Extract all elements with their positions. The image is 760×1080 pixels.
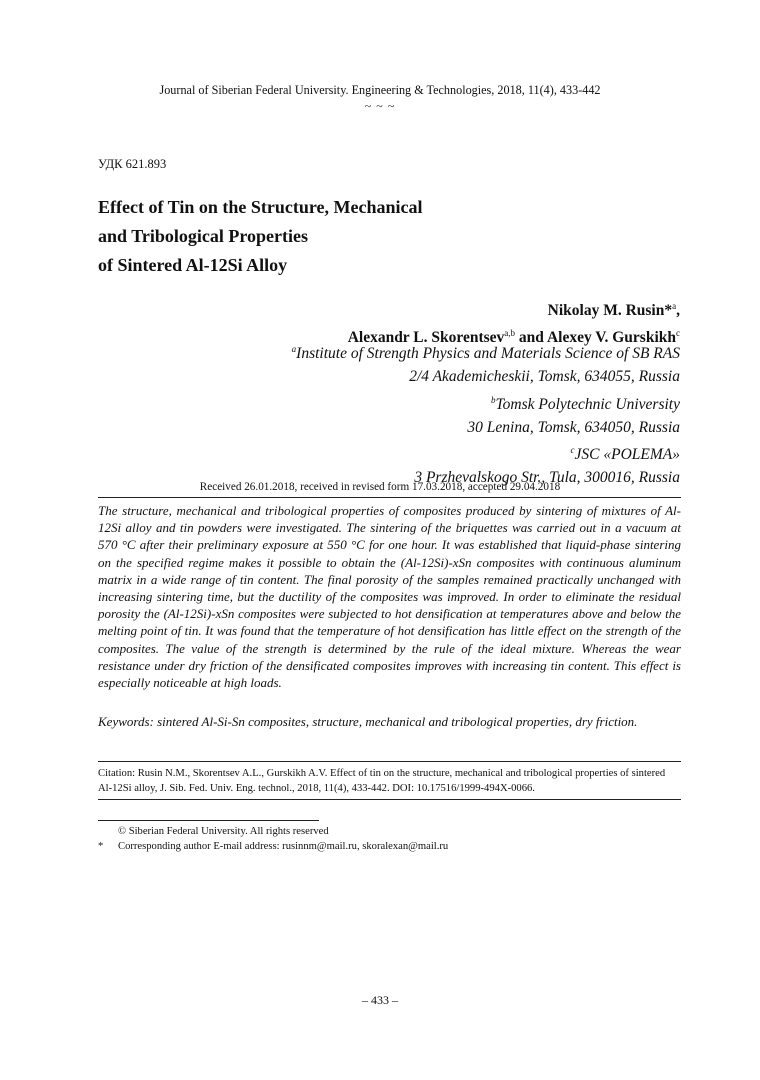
affiliation-c-line-2: 3 Przhevalskogo Str., Tula, 300016, Russia xyxy=(414,469,680,487)
title-line-3: of Sintered Al-12Si Alloy xyxy=(98,255,288,275)
author-and: and xyxy=(515,329,547,347)
affiliation-a-line-1 xyxy=(292,338,680,365)
author-line-1 xyxy=(348,295,680,322)
affiliation-b-mark: b xyxy=(490,394,496,405)
keywords: Keywords: sintered Al-Si-Sn composites, structure, mechanical and tribological properties, dry friction. xyxy=(98,714,638,729)
affiliation-c-mark: c xyxy=(570,445,575,456)
author-1-affil: a xyxy=(672,301,677,311)
abstract-top-rule xyxy=(98,497,681,498)
abstract-text: The structure, mechanical and tribological properties of composites produced by sintering of mixtures of Al-12Si alloy and tin powders were investigated. The sintering of the briquettes was carried out in a vacuum at 570 °C after their preliminary exposure at 550 °C for one hour. It was established that liquid-phase sintering on the specified regime makes it possible to obtain the (Al-12Si)-xSn composites with continuous aluminum matrix in a wide range of tin content. The final porosity of the samples remained practically unchanged with increasing sintering time, but the ductility of the composites was improved. In order to eliminate the residual porosity the (Al-12Si)-xSn composites were subjected to hot densification at temperatures above and below the melting point of tin. It was found that the temperature of hot densification has little effect on the strength of the composites. The value of the strength is determined by the rule of the ideal mixture. Whereas the wear resistance under dry friction of the densificated composites improves with increasing tin content. This effect is especially noticeable at high loads. xyxy=(98,503,681,691)
affiliation-a-mark: a xyxy=(291,344,297,354)
title-line-1: Effect of Tin on the Structure, Mechanical xyxy=(98,197,423,217)
author-3-name: Alexey V. Gurskikh xyxy=(546,329,676,347)
author-1-comma: , xyxy=(676,302,680,320)
author-3-affil: c xyxy=(676,328,680,339)
citation-text: Citation: Rusin N.M., Skorentsev A.L., Gurskikh A.V. Effect of tin on the structure, mechanical and tribological properties of sintered Al-12Si alloy, J. Sib. Fed. Univ. Eng. technol., 2018, 11(4), 433-442. DOI: 10.17516/1999-494X-0066. xyxy=(98,768,666,794)
corresponding-author-email: Corresponding author E-mail address: rusinnm@mail.ru, skoralexan@mail.ru xyxy=(118,841,449,852)
affiliation-b-name: Tomsk Polytechnic University xyxy=(495,395,680,413)
author-1-name: Nikolay M. Rusin* xyxy=(547,302,673,320)
affiliation-a-name: Institute of Strength Physics and Materials Science of SB RAS xyxy=(296,345,680,363)
footnote-asterisk: * xyxy=(98,841,104,852)
affiliation-a-line-2: 2/4 Akademicheskii, Tomsk, 634055, Russia xyxy=(409,368,680,386)
header-ornament: ~ ~ ~ xyxy=(364,99,396,113)
author-2-affil: a,b xyxy=(504,328,516,339)
corresponding-author-footnote xyxy=(98,840,448,854)
author-2-name: Alexandr L. Skorentsev xyxy=(347,329,505,347)
citation-bottom-rule xyxy=(98,799,681,800)
affiliation-b-line-2: 30 Lenina, Tomsk, 634050, Russia xyxy=(467,418,680,436)
received-dates: Received 26.01.2018, received in revised form 17.03.2018, accepted 29.04.2018 xyxy=(199,481,561,493)
affiliation-list xyxy=(292,338,680,490)
affiliation-c-name: JSC «POLEMA» xyxy=(574,446,680,464)
footnote-rule xyxy=(98,820,319,821)
citation-top-rule xyxy=(98,761,681,762)
journal-header: Journal of Siberian Federal University. Engineering & Technologies, 2018, 11(4), 433-442 xyxy=(159,83,601,97)
copyright-footnote: © Siberian Federal University. All rights reserved xyxy=(118,826,329,837)
affiliation-b-line-1 xyxy=(292,389,680,416)
paper-title xyxy=(98,193,422,280)
page-number: – 433 – xyxy=(362,993,398,1007)
udc-code: УДК 621.893 xyxy=(98,157,167,171)
title-line-2: and Tribological Properties xyxy=(98,226,308,246)
affiliation-c-line-1 xyxy=(292,439,680,466)
